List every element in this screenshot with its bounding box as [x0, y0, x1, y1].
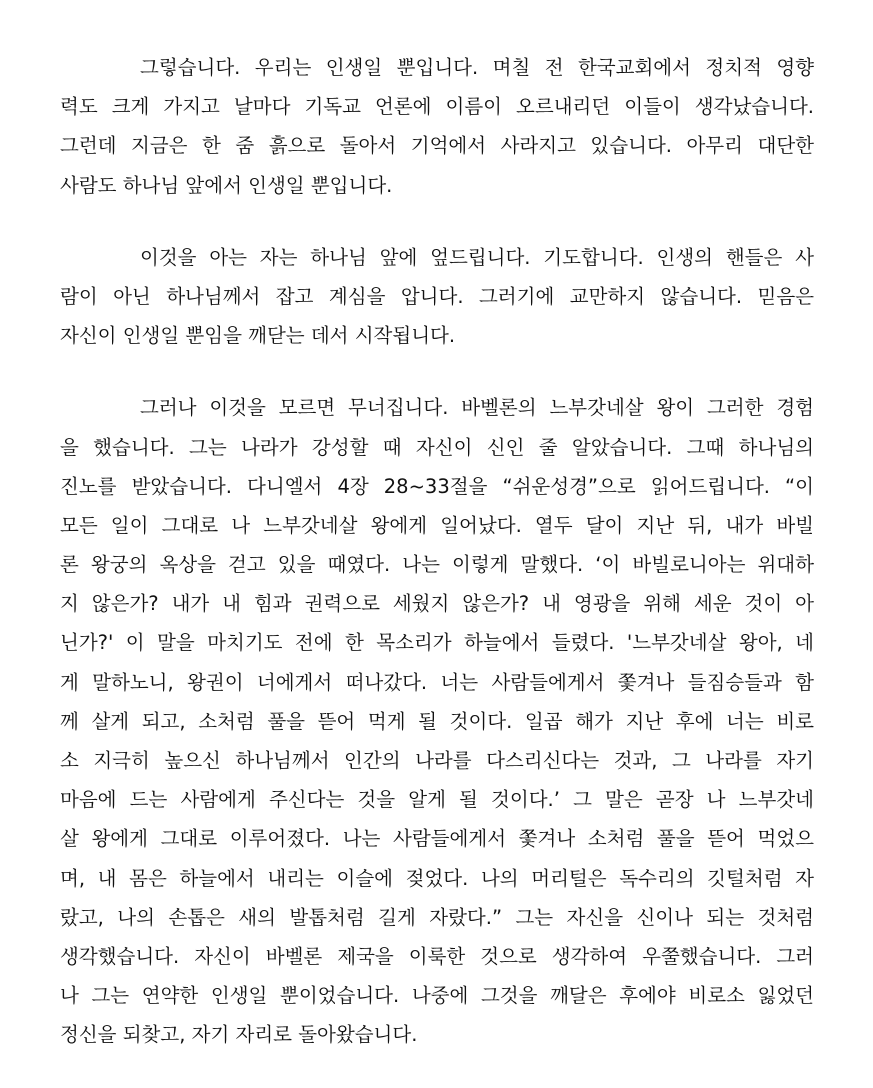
paragraph-line: 자신이 인생일 뿐임을 깨닫는 데서 시작됩니다.: [60, 324, 456, 348]
document-page: [60, 48, 814, 1088]
paragraph-line: 그렇습니다. 우리는 인생일 뿐입니다. 며칠 전 한국교회에서 정치적 영향: [140, 56, 814, 79]
paragraph-line: 람이 아닌 하나님께서 잡고 계심을 압니다. 그러기에 교만하지 않습니다. 믿음은: [60, 284, 814, 308]
paragraph-line: 을 했습니다. 그는 나라가 강성할 때 자신이 신인 줄 알았습니다. 그때 하나님의: [60, 435, 814, 459]
paragraph-line: 그런데 지금은 한 줌 흙으로 돌아서 기억에서 사라지고 있습니다. 아무리 대단한: [60, 134, 814, 158]
paragraph-line: 진노를 받았습니다. 다니엘서 4장 28~33절을 “쉬운성경”으로 읽어드립니다. “이: [60, 474, 814, 498]
paragraph-line: 게 말하노니, 왕권이 너에게서 떠나갔다. 너는 사람들에게서 쫓겨나 들짐승들과 함: [60, 670, 814, 694]
paragraph-line: 모든 일이 그대로 나 느부갓네살 왕에게 일어났다. 열두 달이 지난 뒤, 내가 바빌: [60, 513, 814, 537]
paragraph-3: [60, 388, 814, 1054]
paragraph-line: 이것을 아는 자는 하나님 앞에 엎드립니다. 기도합니다. 인생의 핸들은 사: [140, 245, 814, 269]
paragraph-line: 랐고, 나의 손톱은 새의 발톱처럼 길게 자랐다.” 그는 자신을 신이나 되는 것처럼: [60, 905, 814, 929]
paragraph-line: 그러나 이것을 모르면 무너집니다. 바벨론의 느부갓네살 왕이 그러한 경험: [140, 396, 814, 420]
paragraph-line: 생각했습니다. 자신이 바벨론 제국을 이룩한 것으로 생각하여 우쭐했습니다. 그러: [60, 944, 814, 968]
paragraph-line: 소 지극히 높으신 하나님께서 인간의 나라를 다스리신다는 것과, 그 나라를 자기: [60, 749, 814, 772]
paragraph-line: 살 왕에게 그대로 이루어졌다. 나는 사람들에게서 쫓겨나 소처럼 풀을 뜯어 먹었으: [60, 827, 814, 851]
paragraph-line: 나 그는 연약한 인생일 뿐이었습니다. 나중에 그것을 깨달은 후에야 비로소 잃었던: [60, 984, 814, 1008]
paragraph-line: 며, 내 몸은 하늘에서 내리는 이슬에 젖었다. 나의 머리털은 독수리의 깃털처럼 자: [60, 866, 814, 890]
paragraph-line: 지 않은가? 내가 내 힘과 권력으로 세웠지 않은가? 내 영광을 위해 세운 것이 아: [60, 592, 814, 616]
paragraph-line: 정신을 되찾고, 자기 자리로 돌아왔습니다.: [60, 1023, 418, 1047]
paragraph-line: 께 살게 되고, 소처럼 풀을 뜯어 먹게 될 것이다. 일곱 해가 지난 후에 너는 비로: [60, 709, 814, 733]
paragraph-line: 마음에 드는 사람에게 주신다는 것을 알게 될 것이다.’ 그 말은 곧장 나 느부갓네: [60, 788, 814, 812]
paragraph-1: [60, 48, 814, 205]
paragraph-2: [60, 238, 814, 356]
paragraph-line: 사람도 하나님 앞에서 인생일 뿐입니다.: [60, 173, 393, 197]
paragraph-line: 력도 크게 가지고 날마다 기독교 언론에 이름이 오르내리던 이들이 생각났습니다.: [60, 95, 814, 119]
paragraph-line: 닌가?' 이 말을 마치기도 전에 한 목소리가 하늘에서 들렸다. '느부갓네살 왕아, 네: [60, 631, 814, 655]
paragraph-line: 론 왕궁의 옥상을 걷고 있을 때였다. 나는 이렇게 말했다. ‘이 바빌로니아는 위대하: [60, 553, 814, 577]
